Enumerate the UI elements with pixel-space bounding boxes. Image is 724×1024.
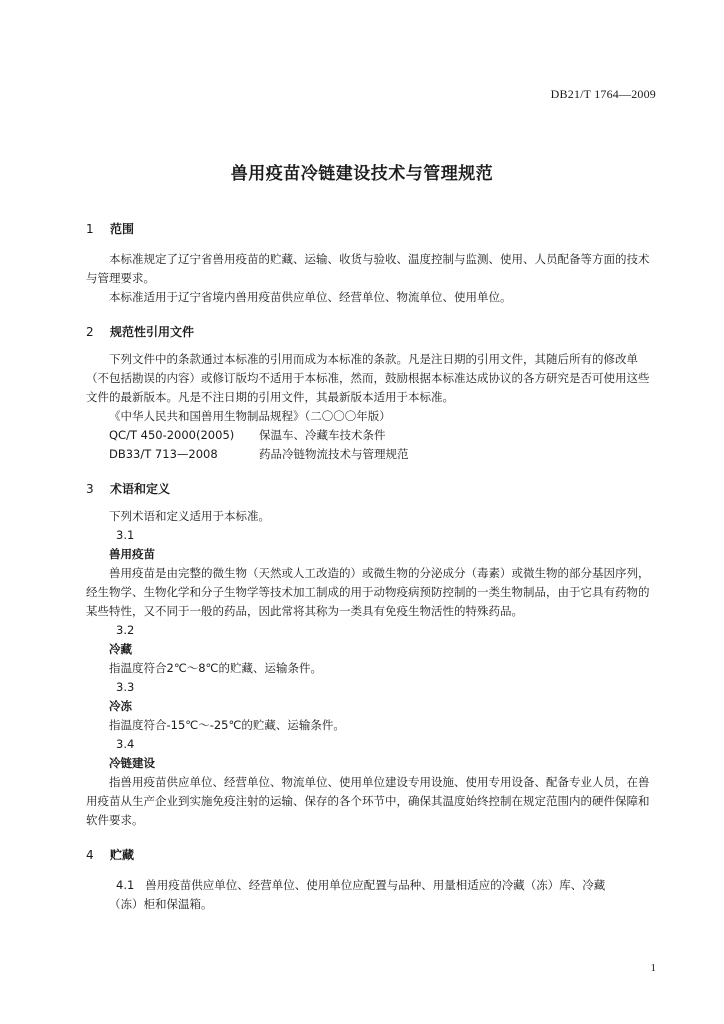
reference-code: QC/T 450-2000(2005)	[109, 428, 235, 442]
paragraph: 本标准规定了辽宁省兽用疫苗的贮藏、运输、收货与验收、温度控制与监测、使用、人员配备等方面的技术与管理要求。	[86, 252, 650, 285]
term-definition: 兽用疫苗是由完整的微生物（天然或人工改造的）或微生物的分泌成分（毒素）或微生物的部分基因序列，经生物学、生物化学和分子生物学等技术加工制成的用于动物疫病预防控制的一类生物制品，由于它具有药物的某些特性，又不同于一般的药品，因此常将其称为一类具有免疫生物活性的特殊药品。	[86, 566, 650, 618]
term-number: 3.1	[116, 528, 135, 542]
term-number: 3.4	[116, 737, 135, 751]
clause-text: 兽用疫苗供应单位、经营单位、使用单位应配置与品种、用量相适应的冷藏（冻）库、冷藏	[145, 878, 606, 892]
section-number: 4	[86, 848, 94, 862]
term-definition: 指温度符合-15℃～-25℃的贮藏、运输条件。	[109, 718, 345, 732]
term-number: 3.3	[116, 680, 135, 694]
clause-number: 4.1	[116, 878, 135, 892]
term-name: 兽用疫苗	[109, 547, 155, 561]
clause-4-1	[86, 876, 656, 895]
term-definition: 指温度符合2℃～8℃的贮藏、运输条件。	[109, 661, 322, 675]
section-number: 2	[86, 325, 94, 339]
document-title: 兽用疫苗冷链建设技术与管理规范	[230, 164, 494, 184]
section-1-heading	[86, 220, 656, 239]
section-title: 规范性引用文件	[110, 325, 195, 339]
term-number: 3.2	[116, 623, 135, 637]
standard-code: DB21/T 1764—2009	[550, 87, 656, 101]
term-name: 冷链建设	[109, 756, 155, 770]
document-body	[86, 220, 656, 914]
page-number: 1	[650, 962, 656, 974]
term-definition: 指兽用疫苗供应单位、经营单位、物流单位、使用单位建设专用设施、使用专用设备、配备专业人员，在兽用疫苗从生产企业到实施免疫注射的运输、保存的各个环节中，确保其温度始终控制在规定范围内的硬件保障和软件要求。	[86, 775, 650, 827]
paragraph: 下列文件中的条款通过本标准的引用而成为本标准的条款。凡是注日期的引用文件，其随后所有的修改单（不包括勘误的内容）或修订版均不适用于本标准，然而，鼓励根据本标准达成协议的各方研究是否可使用这些文件的最新版本。凡是不注日期的引用文件，其最新版本适用于本标准。	[86, 352, 650, 404]
reference-title: 保温车、冷藏车技术条件	[259, 428, 386, 442]
section-number: 3	[86, 482, 94, 496]
paragraph: 下列术语和定义适用于本标准。	[109, 509, 270, 523]
reference-code: DB33/T 713—2008	[109, 447, 218, 461]
section-number: 1	[86, 222, 94, 236]
section-title: 术语和定义	[110, 482, 171, 496]
section-4-heading	[86, 846, 656, 865]
section-3-heading	[86, 480, 656, 499]
reference-item: 《中华人民共和国兽用生物制品规程》（二〇〇〇年版）	[109, 409, 391, 423]
term-name: 冷冻	[109, 699, 132, 713]
term-name: 冷藏	[109, 642, 132, 656]
reference-title: 药品冷链物流技术与管理规范	[259, 447, 409, 461]
section-title: 贮藏	[110, 848, 135, 862]
section-title: 范围	[110, 222, 135, 236]
clause-continuation: （冻）柜和保温箱。	[109, 897, 213, 911]
section-2-heading	[86, 323, 656, 342]
reference-item	[86, 445, 656, 464]
reference-item	[86, 426, 656, 445]
paragraph: 本标准适用于辽宁省境内兽用疫苗供应单位、经营单位、物流单位、使用单位。	[109, 290, 512, 304]
